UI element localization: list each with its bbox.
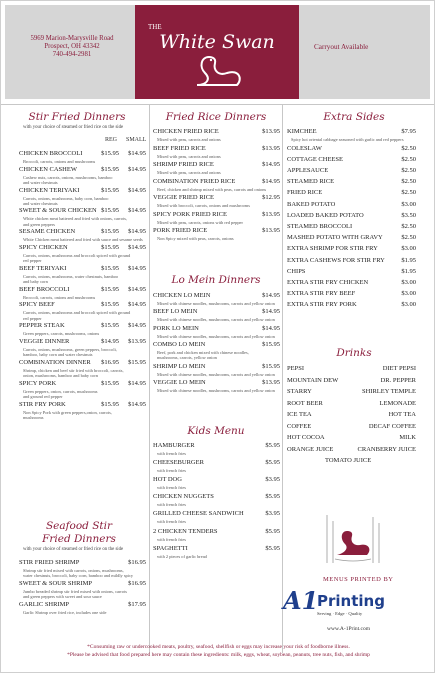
allergen-notice: *Please be advised that food prepared here may contain these ingredients: milk, eggs, wheat, soybean, peanuts, tree nuts, fish, and shrimp (67, 652, 370, 658)
item-name: SPICY BEEF (19, 301, 55, 309)
price-regular: $15.95 (101, 207, 119, 215)
item-name: COLESLAW (287, 144, 322, 152)
item-description: Non Spicy Pork with green peppers,onion, carrots, (23, 409, 112, 415)
section-title: Kids Menu (187, 425, 245, 437)
item-description: Mixed with chinese noodles, mushrooms, carrots and yellow onion (157, 333, 275, 339)
item-name: FRIED RICE (287, 189, 323, 197)
item-name: KIMCHEE (287, 128, 317, 135)
item-price: $3.00 (401, 245, 416, 253)
menu-item (287, 257, 416, 267)
menu-item (19, 264, 146, 285)
drink-item: PEPSI (287, 365, 304, 372)
item-price: $14.95 (262, 161, 280, 168)
item-price: $2.50 (401, 144, 416, 152)
drink-item: DIET PEPSI (382, 365, 416, 372)
item-description: water chestnuts, broccoli, baby corn, bamboo and mildly spicy (23, 573, 134, 579)
item-name: SPICY PORK (19, 379, 57, 387)
drink-row (287, 446, 416, 456)
item-price: $3.00 (401, 290, 416, 298)
price-small: $14.95 (128, 301, 146, 309)
item-description: Carrots, onions, mushrooms and broccoli spiced with ground (23, 252, 131, 258)
menu-item (153, 510, 280, 525)
item-description: Shrimp stir fried mixed with carrots, onions, mushrooms, (23, 568, 124, 573)
restaurant-logo (135, 5, 299, 99)
section-title: Stir Fried Dinners (28, 111, 126, 123)
drink-item: DR. PEPPER (380, 376, 416, 384)
item-price: $12.95 (262, 194, 280, 201)
item-name: COTTAGE CHEESE (287, 155, 343, 163)
menu-item (287, 167, 416, 177)
item-price: $5.95 (265, 442, 280, 449)
item-description: red pepper (23, 315, 42, 321)
menu-item (287, 178, 416, 188)
menu-item (153, 128, 280, 142)
menu-item (153, 459, 280, 474)
drink-row (287, 377, 416, 387)
item-description: and baby corn (23, 279, 48, 285)
menu-item (19, 379, 146, 399)
item-price: $13.95 (262, 128, 280, 135)
item-name: PORK LO MEIN (153, 324, 199, 332)
address-city: Prospect, OH 43342 (44, 43, 100, 50)
price-small: $14.95 (128, 165, 146, 173)
menu-item (153, 144, 280, 159)
item-price: $13.95 (262, 227, 280, 234)
item-name: CHEESEBURGER (153, 459, 204, 467)
price-regular: $15.95 (101, 322, 119, 330)
menu-item (287, 223, 416, 233)
menu-item (287, 290, 416, 300)
menu-item (153, 227, 280, 241)
item-name: CHICKEN LO MEIN (153, 292, 211, 299)
price-small: $15.95 (128, 358, 146, 366)
drink-item: ORANGE JUICE (287, 445, 334, 453)
price-small: $14.95 (128, 186, 146, 194)
menu-item (19, 579, 146, 600)
item-description: and water chestnuts (23, 179, 58, 185)
item-name: EXTRA STIR FRY PORK (287, 301, 357, 309)
drink-item: DECAF COFFEE (368, 422, 416, 430)
item-description: Broccoli, carrots, onions and mushrooms (23, 294, 96, 300)
menu-item (19, 337, 146, 358)
item-description: Mixed with chinese noodles, mushrooms, carrots and yellow onion (157, 317, 275, 323)
drink-row (287, 388, 416, 398)
item-description: Carrots, onions, mushrooms, baby corn, bamboo (23, 195, 109, 201)
drink-item: ICE TEA (287, 411, 312, 418)
printer-url[interactable]: www.A-1Print.com (327, 626, 371, 632)
section-note: with your choice of steamed or fried rice on the side (23, 125, 124, 130)
section-title: Drinks (336, 347, 372, 359)
swan-illustration (319, 513, 387, 571)
menu-item (153, 177, 280, 192)
item-description: with french fries (157, 536, 187, 542)
menu-item (153, 161, 280, 175)
menu-item (19, 165, 146, 185)
menu-item (287, 189, 416, 199)
printed-by-label: MENUS PRINTED BY (323, 576, 394, 583)
printer-logo (283, 586, 423, 622)
item-description: Mixed with peas, carrots and onions (157, 153, 221, 159)
item-name: GARLIC SHRIMP (19, 600, 70, 608)
item-name: EXTRA SHRIMP FOR STIR FRY (287, 245, 378, 253)
carryout-available: Carryout Available (314, 43, 369, 51)
menu-item (153, 544, 280, 559)
item-name: HAMBURGER (153, 442, 195, 449)
drink-item: LEMONADE (379, 399, 416, 407)
menu-item (153, 324, 280, 339)
menu-item (287, 301, 416, 311)
item-name: COMBO LO MEIN (153, 340, 206, 348)
item-description: Mixed with peas, carrots and onions (157, 170, 221, 175)
item-name: SPAGHETTI (153, 544, 188, 552)
item-name: COMBINATION FRIED RICE (153, 177, 236, 185)
item-description: with french fries (157, 451, 187, 456)
item-price: $16.95 (128, 579, 146, 587)
item-price: $5.95 (265, 544, 280, 552)
item-price: $14.95 (262, 324, 280, 332)
item-price: $13.95 (262, 378, 280, 386)
item-description: onion, mushrooms, bamboo and baby corn (23, 372, 98, 378)
item-name: SESAME CHICKEN (19, 228, 76, 236)
item-description: with french fries (157, 519, 187, 525)
menu-item (287, 145, 416, 155)
drink-item: HOT COCOA (287, 434, 325, 441)
item-description: and green peppers with sweet and sour sauce (23, 594, 102, 600)
item-price: $5.95 (265, 493, 280, 501)
item-name: BAKED POTATO (287, 200, 336, 208)
item-price: $14.95 (262, 292, 280, 299)
price-regular: $15.95 (101, 301, 119, 309)
price-regular: $16.95 (101, 358, 119, 366)
item-price: $13.95 (262, 210, 280, 218)
item-price: $3.00 (401, 200, 416, 208)
price-small: $14.95 (128, 264, 146, 272)
item-name: CHICKEN TERIYAKI (19, 186, 80, 194)
item-description: Mixed with chinese noodles, mushrooms, carrots and yellow onion (157, 387, 275, 393)
drink-item-tomato-juice: TOMATO JUICE (325, 457, 372, 464)
drink-row (287, 434, 416, 444)
item-name: MASHED POTATO WITH GRAVY (287, 234, 383, 242)
price-small: $14.95 (128, 150, 146, 157)
price-small: $14.95 (128, 400, 146, 408)
item-price: $5.95 (265, 459, 280, 467)
item-description: White Chicken meat battered and fried with sauce and sesame seeds (23, 237, 143, 243)
item-description: Mixed with chinese noodles, mushrooms, carrots and yellow onion (157, 371, 275, 377)
item-name: CHICKEN NUGGETS (153, 493, 214, 501)
menu-item (153, 292, 280, 306)
item-name: EXTRA CASHEWS FOR STIR FRY (287, 256, 385, 264)
item-name: CHICKEN CASHEW (19, 165, 77, 173)
item-price: $5.95 (265, 527, 280, 535)
item-name: STEAMED RICE (287, 178, 335, 186)
item-description: Spicy hot oriental cabbage seasoned with garlic and red peppers (291, 137, 404, 142)
menu-item (19, 301, 146, 321)
menu-item (19, 186, 146, 206)
item-price: $3.95 (265, 476, 280, 484)
menu-item (19, 228, 146, 243)
menu-item (287, 245, 416, 255)
menu-item (153, 194, 280, 208)
item-price: $14.95 (262, 177, 280, 185)
drink-item: ROOT BEER (287, 399, 323, 407)
item-price: $15.95 (262, 340, 280, 348)
logo-name: White Swan (159, 31, 275, 53)
menu-item (153, 476, 280, 491)
item-price: $3.95 (265, 510, 280, 518)
column-header-small: SMALL (126, 137, 147, 143)
phone-number: 740-494-2981 (52, 51, 92, 58)
item-price: $2.50 (401, 166, 416, 174)
item-description: Carrots, onions, mushrooms and broccoli spiced with ground (23, 310, 131, 316)
menu-item (19, 400, 146, 420)
item-name: CHICKEN BROCCOLI (19, 150, 83, 157)
item-name: BEEF TERIYAKI (19, 264, 67, 272)
menu-item (153, 340, 280, 361)
item-price: $13.95 (262, 144, 280, 152)
menu-item (19, 150, 146, 164)
menu-item (153, 210, 280, 225)
column-header-reg: REG (105, 137, 117, 143)
drink-item: HOT TEA (388, 411, 416, 418)
price-small: $14.95 (128, 285, 146, 293)
address-block (17, 35, 127, 59)
drink-item: COFFEE (287, 422, 312, 430)
price-small: $14.95 (128, 207, 146, 215)
drink-item: CRANBERRY JUICE (357, 445, 416, 453)
column-divider-2 (282, 105, 283, 653)
menu-item (19, 358, 146, 378)
item-name: SHRIMP FRIED RICE (153, 161, 214, 168)
item-description: Jumbo breaded shrimp stir fried mixed with onions, carrots (23, 588, 128, 594)
menu-item (153, 308, 280, 323)
menu-item (153, 493, 280, 508)
item-description: with french fries (157, 485, 187, 491)
item-price: $2.50 (401, 155, 416, 163)
item-price: $2.50 (401, 222, 416, 230)
item-description: with 2 pieces of garlic bread (157, 553, 207, 559)
item-price: $2.50 (401, 178, 416, 186)
item-name: BEEF FRIED RICE (153, 144, 206, 152)
item-name: APPLESAUCE (287, 166, 329, 174)
drink-item: SHIRLEY TEMPLE (362, 388, 416, 395)
item-price: $2.50 (401, 234, 416, 242)
menu-item (19, 559, 146, 579)
item-description: Green peppers, carrots, mushrooms, onions (23, 331, 100, 337)
item-name: VEGGIE DINNER (19, 337, 70, 345)
printer-logo-word: Printing (317, 592, 385, 610)
header-divider (1, 104, 434, 105)
item-description: Mixed with peas, carrots, onions with red pepper (157, 219, 243, 225)
section-note: with your choice of steamed or fried rice on the side (23, 547, 124, 552)
item-name: SPICY PORK FRIED RICE (153, 210, 227, 218)
item-name: GRILLED CHEESE SANDWICH (153, 510, 244, 518)
price-small: $14.95 (128, 322, 146, 330)
item-name: SWEET & SOUR SHRIMP (19, 579, 93, 587)
drink-row (287, 411, 416, 421)
item-name: VEGGIE FRIED RICE (153, 194, 215, 201)
item-price: $17.95 (128, 600, 146, 608)
item-description: with french fries (157, 502, 187, 508)
printer-logo-letter: A1 (283, 586, 319, 615)
price-regular: $15.95 (101, 400, 119, 408)
drink-row (287, 365, 416, 375)
item-description: and green peppers (23, 221, 55, 227)
price-regular: $15.95 (101, 186, 119, 194)
item-price: $14.95 (262, 308, 280, 316)
menu-item (153, 362, 280, 377)
menu-item (287, 212, 416, 222)
drink-row (287, 400, 416, 410)
item-price: $2.50 (401, 189, 416, 197)
price-small: $14.95 (128, 243, 146, 251)
menu-item (19, 600, 146, 615)
item-description: Mixed with broccoli, carrots, onions and mushrooms (157, 203, 250, 208)
price-regular: $15.95 (101, 285, 119, 293)
menu-item (153, 527, 280, 542)
section-title: Lo Mein Dinners (171, 274, 261, 286)
item-name: HOT DOG (153, 476, 182, 484)
item-name: VEGGIE LO MEIN (153, 378, 206, 386)
menu-item (287, 279, 416, 289)
item-price: $7.95 (401, 128, 416, 135)
item-name: STEAMED BROCCOLI (287, 222, 353, 230)
item-name: LOADED BAKED POTATO (287, 211, 364, 219)
item-description: Non Spicy mixed with peas, carrots, onions (157, 236, 234, 241)
item-name: COMBINATION DINNER (19, 358, 91, 366)
item-name: CHICKEN FRIED RICE (153, 128, 219, 135)
item-price: $15.95 (262, 362, 280, 370)
price-small: $14.95 (128, 228, 146, 236)
price-regular: $15.95 (101, 243, 119, 251)
menu-item (287, 128, 416, 142)
item-price: $3.50 (401, 211, 416, 219)
item-description: Mixed with chinese noodles, mushrooms, carrots and yellow onion (157, 301, 275, 306)
column-divider-1 (149, 105, 150, 653)
menu-item (19, 322, 146, 337)
price-regular: $15.95 (101, 264, 119, 272)
menu-item (19, 207, 146, 227)
item-description: red pepper (23, 258, 42, 264)
item-name: 2 CHICKEN TENDERS (153, 527, 218, 535)
item-price: $1.95 (401, 267, 416, 275)
item-name: SWEET & SOUR CHICKEN (19, 207, 97, 215)
item-description: Cashew nuts, carrots, onions, mushrooms, bamboo (23, 174, 113, 180)
drink-item: MILK (399, 434, 416, 441)
menu-item (19, 243, 146, 264)
printer-tagline: Serving · Edge · Quality (317, 611, 363, 616)
item-name: BEEF BROCCOLI (19, 285, 70, 293)
price-regular: $15.95 (101, 165, 119, 173)
price-small: $13.95 (128, 337, 146, 345)
price-regular: $15.95 (101, 379, 119, 387)
item-name: PEPPER STEAK (19, 322, 65, 330)
item-description: with french fries (157, 468, 187, 474)
item-name: BEEF LO MEIN (153, 308, 198, 316)
menu-item (287, 156, 416, 166)
section-title: Seafood Stir (45, 520, 113, 532)
item-price: $16.95 (128, 559, 146, 566)
item-description: Beef, chicken and shrimp mixed with peas, carrots and onions (157, 186, 267, 192)
item-description: Garlic Shrimp over fried rice, includes one side (23, 609, 107, 615)
menu-item (287, 201, 416, 211)
drink-item: STARRY (287, 388, 312, 395)
item-price: $1.95 (401, 256, 416, 264)
menu-item (287, 234, 416, 244)
menu-item (153, 442, 280, 456)
item-name: EXTRA STIR FRY BEEF (287, 290, 356, 298)
item-description: Broccoli, carrots, onions and mushrooms (23, 159, 96, 164)
item-description: Mixed with peas, carrots and onions (157, 137, 221, 142)
item-name: SHRIMP LO MEIN (153, 362, 206, 370)
section-title: Fried Rice Dinners (165, 111, 267, 123)
item-name: CHIPS (287, 267, 306, 275)
item-description: Beef, pork and chicken mixed with chinese noodles, (157, 349, 249, 355)
menu-item (287, 268, 416, 278)
item-description: and water chestnuts (23, 200, 58, 206)
price-regular: $15.95 (101, 228, 119, 236)
price-regular: $15.95 (101, 150, 119, 157)
item-price: $3.00 (401, 301, 416, 309)
consumption-warning: *Consuming raw or undercooked meats, poultry, seafood, shellfish or eggs may increase your risk of foodborne illness. (87, 644, 350, 650)
swan-icon (187, 51, 247, 93)
item-price: $3.00 (401, 278, 416, 286)
menu-item (153, 378, 280, 393)
item-description: mushrooms (23, 414, 44, 420)
item-name: EXTRA STIR FRY CHICKEN (287, 278, 369, 286)
item-description: mushrooms, carrots, yellow onion (157, 355, 217, 361)
item-description: and ground red pepper (23, 393, 63, 399)
section-title: Extra Sides (323, 111, 385, 123)
item-description: bamboo, baby corn and water chestnuts (23, 352, 93, 358)
logo-the: THE (148, 23, 162, 31)
drink-item: MOUNTAIN DEW (287, 376, 339, 384)
item-name: STIR FRY PORK (19, 400, 66, 408)
item-description: Green peppers, onion, carrots, mushrooms (23, 388, 98, 394)
price-regular: $14.95 (101, 337, 119, 345)
section-title: Fried Dinners (42, 533, 116, 545)
item-name: STIR FRIED SHRIMP (19, 559, 80, 566)
item-description: Shrimp, chicken and beef stir fried with broccoli, carrots, (23, 367, 124, 373)
menu-item (19, 285, 146, 300)
drink-row (287, 423, 416, 433)
item-name: SPICY CHICKEN (19, 243, 68, 251)
item-description: Carrots, onions, mushrooms, water chestnuts, bamboo (23, 273, 119, 279)
price-small: $14.95 (128, 379, 146, 387)
item-description: White chicken meat battered and fried with onions, carrots, (23, 216, 128, 222)
item-name: PORK FRIED RICE (153, 227, 208, 234)
address-street: 5969 Marion-Marysville Road (30, 35, 114, 42)
item-description: Carrots, onions, mushrooms, green peppers, broccoli, (23, 346, 117, 352)
